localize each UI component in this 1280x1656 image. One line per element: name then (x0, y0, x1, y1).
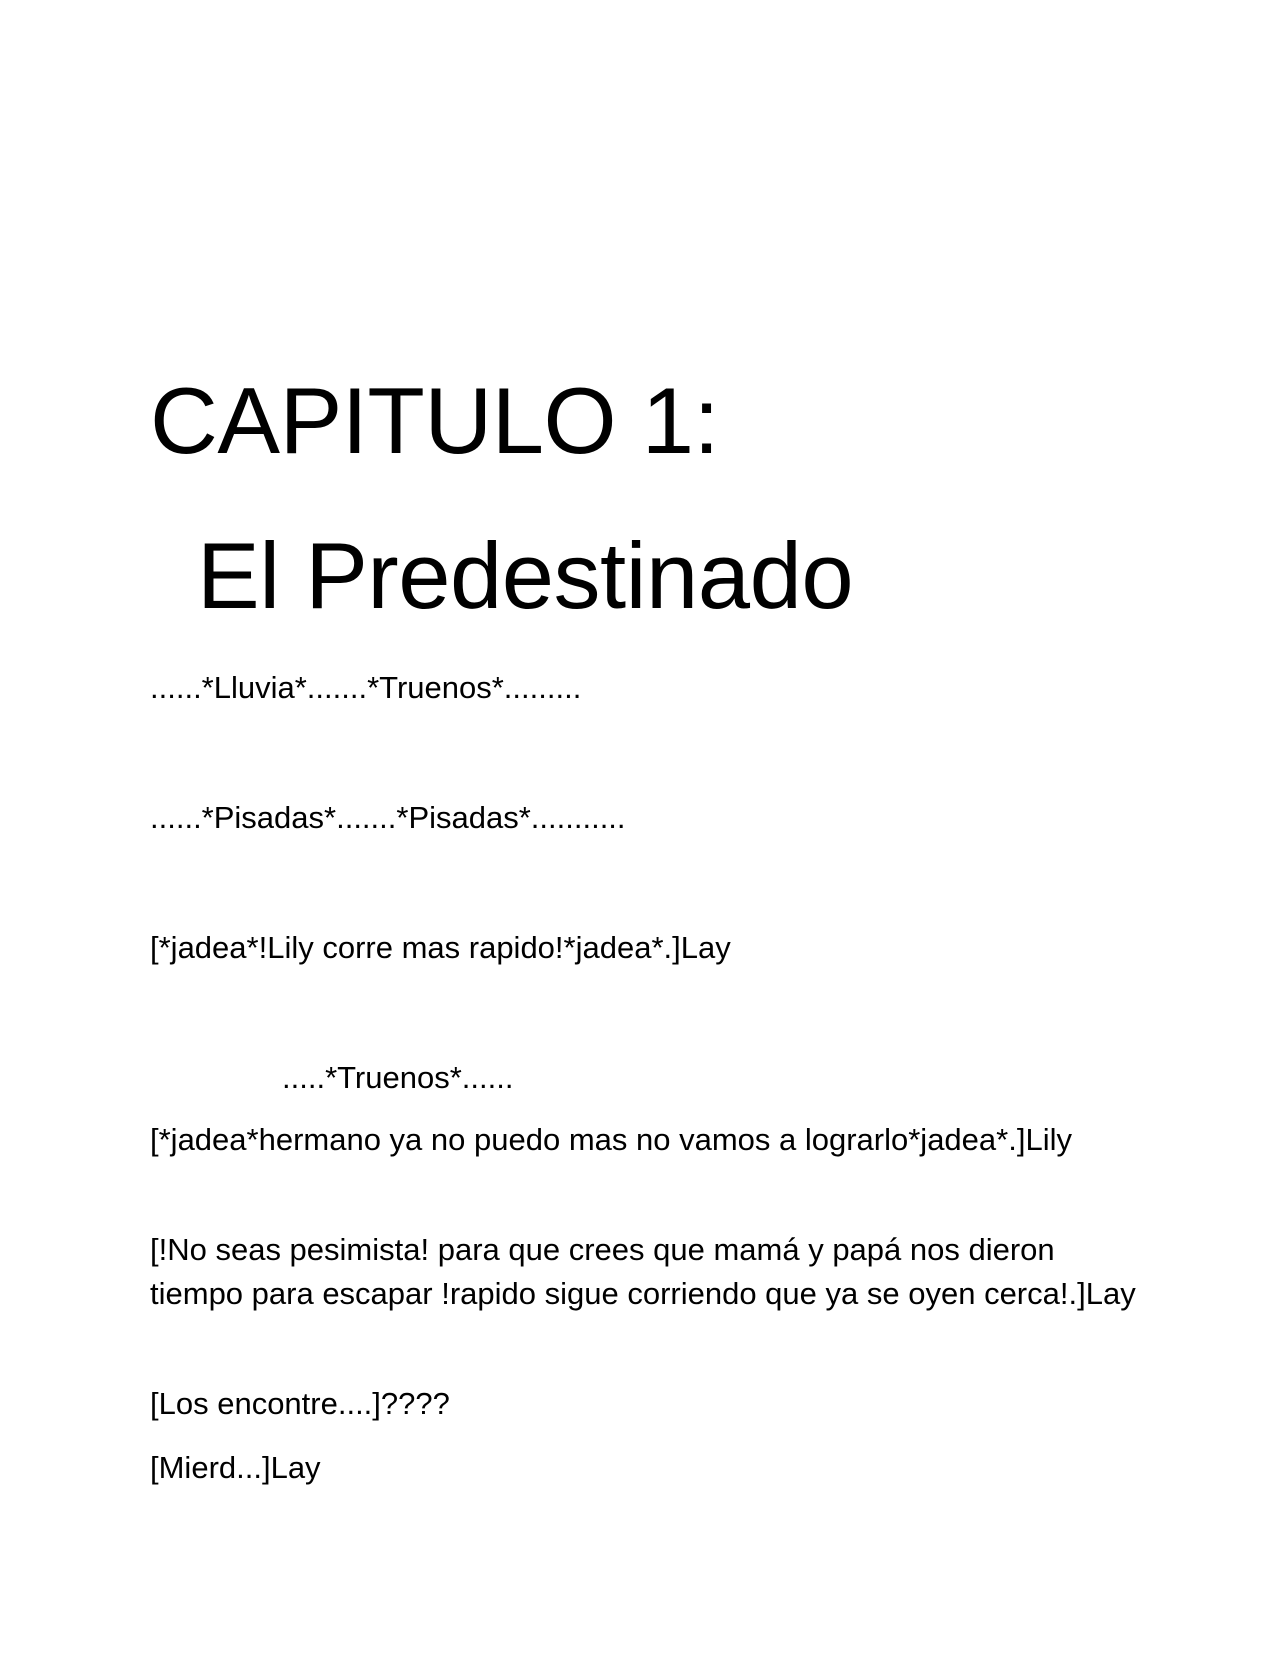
dialogue-unknown: [Los encontre....]???? (150, 1386, 450, 1421)
dialogue-lay-3: [Mierd...]Lay (150, 1450, 321, 1485)
dialogue-lay-2: [!No seas pesimista! para que crees que mamá y papá nos dieron tiempo para escapar !rapido sigue corriendo que ya se oyen cerca!.]Lay (150, 1232, 1136, 1311)
sound-effect-footsteps: ......*Pisadas*.......*Pisadas*........... (150, 800, 626, 835)
dialogue-lay-1: [*jadea*!Lily corre mas rapido!*jadea*.]Lay (150, 930, 731, 965)
chapter-heading: CAPITULO 1: (150, 368, 720, 473)
sound-effect-thunder: .....*Truenos*...... (282, 1060, 514, 1095)
sound-effect-rain-thunder: ......*Lluvia*.......*Truenos*......... (150, 670, 582, 705)
chapter-title: El Predestinado (197, 523, 854, 628)
dialogue-lily: [*jadea*hermano ya no puedo mas no vamos a lograrlo*jadea*.]Lily (150, 1122, 1072, 1157)
